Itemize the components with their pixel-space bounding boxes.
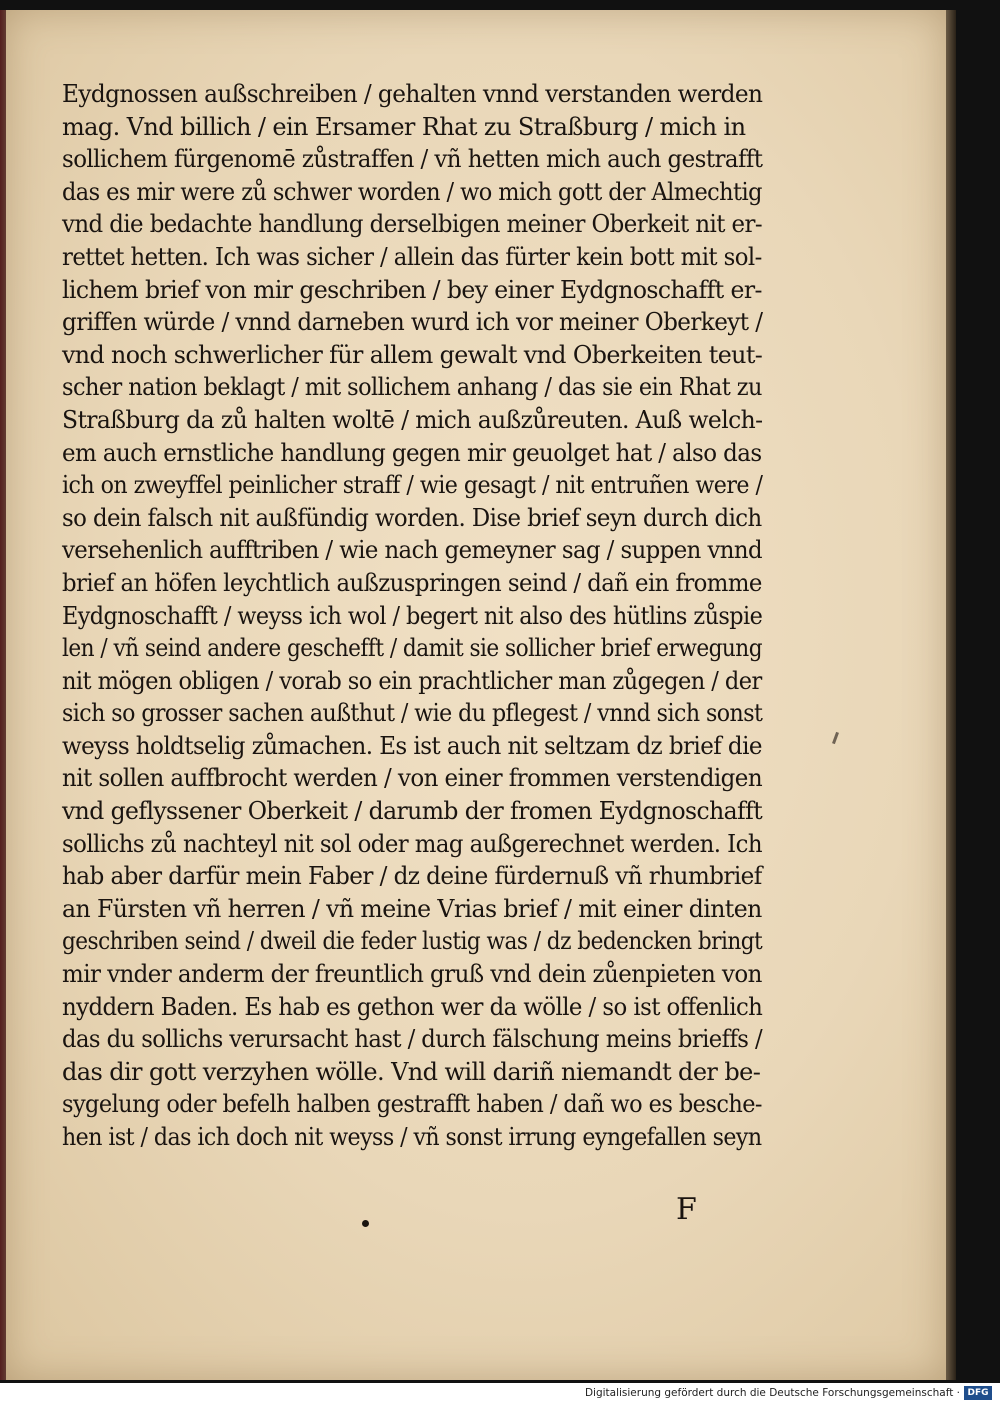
text-line: an Fürsten vñ herren / vñ meine Vrias brief / mit einer dinten (62, 894, 762, 923)
text-line: brief an höfen leychtlich außzuspringen seind / dañ ein fromme (62, 568, 762, 597)
footer-credit: Digitalisierung gefördert durch die Deutsche Forschungsgemeinschaft · (584, 1387, 960, 1399)
dfg-logo: DFG (964, 1386, 992, 1400)
text-line: Eydgnossen außschreiben / gehalten vnnd verstanden werden (62, 80, 763, 108)
text-line: sollichem fürgenomē zůstraffen / vñ hetten mich auch gestrafft (62, 145, 763, 174)
text-line: das du sollichs verursacht hast / durch fälschung meins brieffs / (62, 1025, 763, 1054)
signature-mark: F (676, 1192, 697, 1227)
text-line: len / vñ seind andere geschefft / damit sie sollicher brief erwegung (62, 634, 763, 663)
text-line: mag. Vnd billich / ein Ersamer Rhat zu Straßburg / mich in (62, 112, 746, 141)
text-line: lichem brief von mir geschriben / bey einer Eydgnoschafft er- (62, 275, 762, 304)
text-line: vnd die bedachte handlung derselbigen meiner Oberkeit nit er- (62, 210, 762, 239)
body-text (62, 78, 762, 1154)
text-line: das es mir were zů schwer worden / wo mich gott der Almechtig (62, 177, 762, 206)
text-line: sich so grosser sachen außthut / wie du pflegest / vnnd sich sonst (62, 699, 763, 728)
text-line: versehenlich aufftriben / wie nach gemeyner sag / suppen vnnd (62, 536, 762, 565)
text-line: hab aber darfür mein Faber / dz deine fürdernuß vñ rhumbrief (62, 862, 762, 891)
text-line: das dir gott verzyhen wölle. Vnd will dariñ niemandt der be- (62, 1057, 761, 1086)
footer-bar (0, 1383, 1000, 1404)
text-line: Straßburg da zů halten woltē / mich außzůreuten. Auß welch- (62, 405, 763, 434)
text-line: vnd geflyssener Oberkeit / darumb der fromen Eydgnoschafft (62, 797, 763, 826)
text-line: Eydgnoschafft / weyss ich wol / begert nit also des hütlins zůspie (62, 601, 763, 630)
text-line: ich on zweyffel peinlicher straff / wie gesagt / nit entruñen were / (62, 471, 763, 500)
text-line: em auch ernstliche handlung gegen mir geuolget hat / also das (62, 438, 762, 467)
text-line: mir vnder anderm der freuntlich gruß vnd dein zůenpieten von (62, 960, 762, 989)
text-line: geschriben seind / dweil die feder lustig was / dz bedencken bringt (62, 927, 763, 956)
printer-dot (362, 1220, 369, 1227)
page-edge (946, 10, 956, 1380)
text-line: vnd noch schwerlicher für allem gewalt vnd Oberkeiten teut- (62, 340, 763, 369)
text-line: rettet hetten. Ich was sicher / allein das fürter kein bott mit sol- (62, 242, 762, 271)
text-line: nyddern Baden. Es hab es gethon wer da wölle / so ist offenlich (62, 992, 763, 1021)
text-line: nit mögen obligen / vorab so ein prachtlicher man zůgegen / der (62, 666, 762, 695)
text-line: sygelung oder befelh halben gestrafft haben / dañ wo es besche- (62, 1090, 762, 1119)
text-line: so dein falsch nit außfündig worden. Dise brief seyn durch dich (62, 503, 762, 532)
text-line: scher nation beklagt / mit sollichem anhang / das sie ein Rhat zu (62, 373, 762, 402)
text-line: griffen würde / vnnd darneben wurd ich vor meiner Oberkeyt / (62, 308, 763, 337)
text-line: hen ist / das ich doch nit weyss / vñ sonst irrung eyngefallen seyn (62, 1123, 762, 1151)
text-line: nit sollen auffbrocht werden / von einer frommen verstendigen (62, 764, 763, 793)
text-line: weyss holdtselig zůmachen. Es ist auch nit seltzam dz brief die (62, 731, 762, 760)
text-line: sollichs zů nachteyl nit sol oder mag außgerechnet werden. Ich (62, 829, 762, 858)
